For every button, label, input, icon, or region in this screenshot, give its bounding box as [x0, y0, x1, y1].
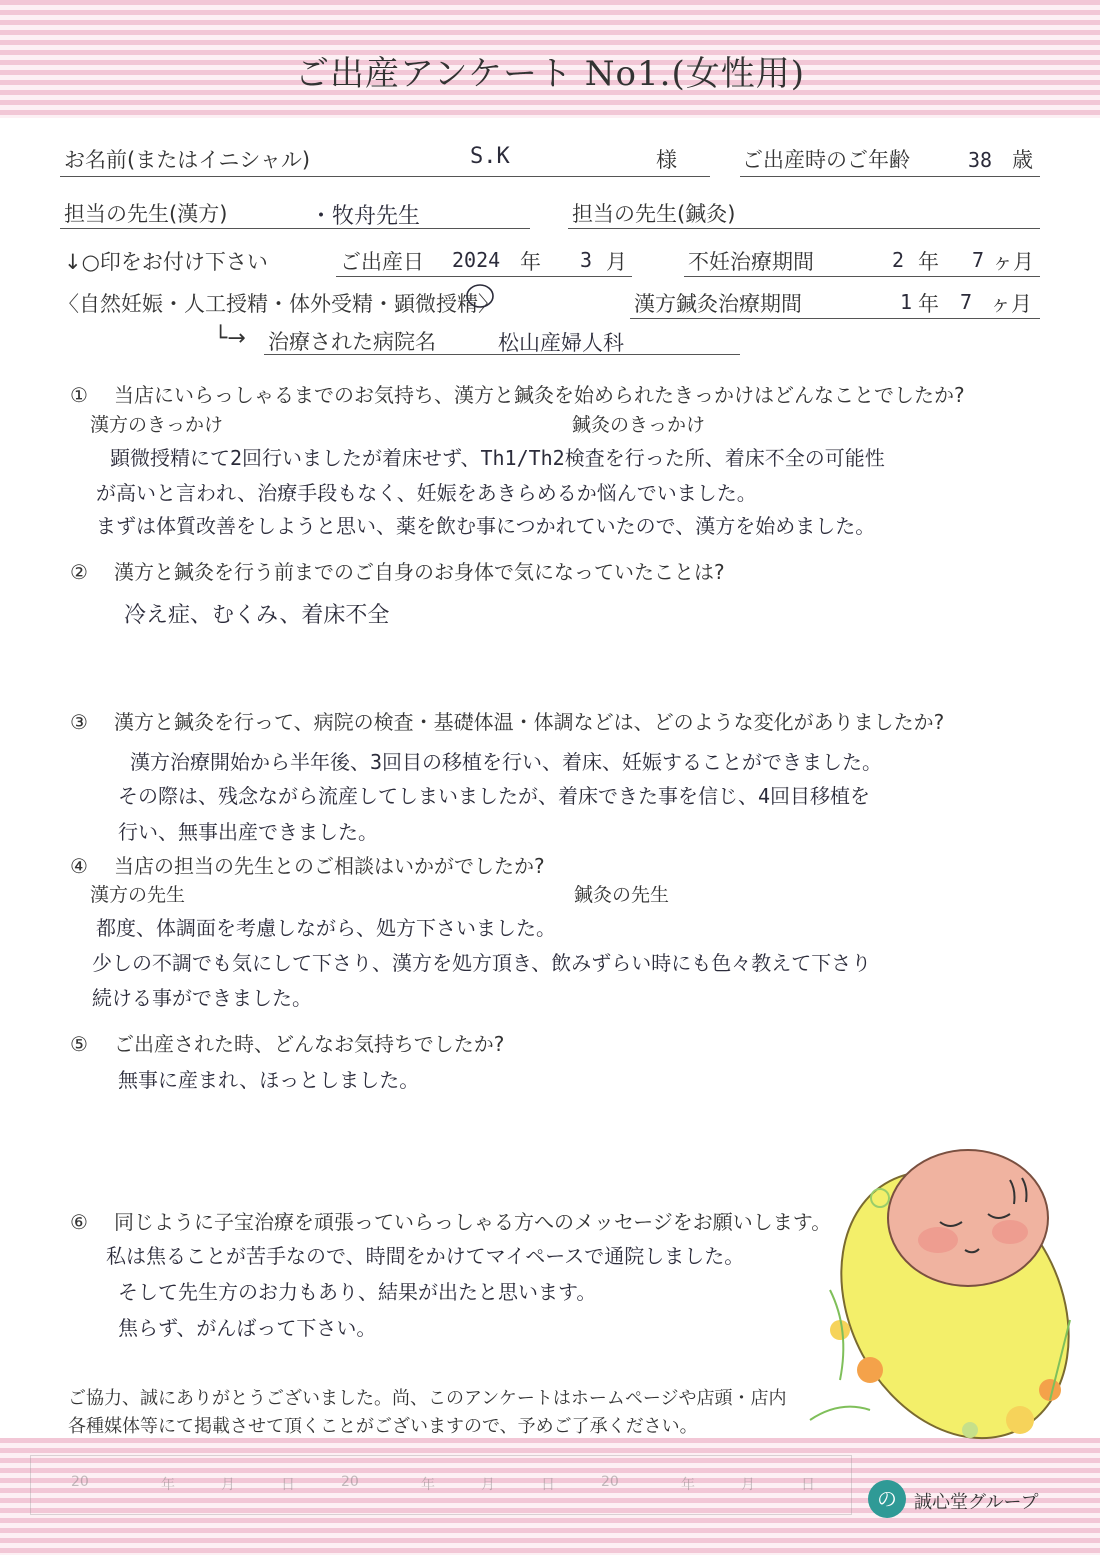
q5-answer-line[interactable]: 無事に産まれ、ほっとしました。: [118, 1068, 420, 1092]
q1-answer-line[interactable]: 顕微授精にて2回行いましたが着床せず、Th1/Th2検査を行った所、着床不全の可能性: [110, 446, 885, 470]
q1-sub-right: 鍼灸のきっかけ: [572, 414, 706, 436]
form-text: 月: [481, 1477, 495, 1493]
question-text: 漢方と鍼灸を行って、病院の検査・基礎体温・体調などは、どのような変化がありましたか?: [114, 710, 945, 734]
thanks-line: ご協力、誠にありがとうございました。尚、このアンケートはホームページや店頭・店内: [68, 1388, 787, 1409]
logo-name: 誠心堂グループ: [914, 1492, 1039, 1513]
q4-answer-line[interactable]: 都度、体調面を考慮しながら、処方下さいました。: [96, 916, 556, 940]
teacher-kampo-label: 担当の先生(漢方): [64, 202, 228, 226]
age-value[interactable]: 38: [968, 148, 993, 172]
baby-illustration: [800, 1140, 1090, 1450]
question-3: [70, 706, 944, 735]
hospital-label: 治療された病院名: [268, 330, 436, 354]
q6-answer-line[interactable]: 焦らず、がんばって下さい。: [118, 1316, 377, 1340]
question-number: ⑤: [70, 1032, 88, 1056]
kampo-period-label: 漢方鍼灸治療期間: [634, 292, 802, 316]
question-6: [70, 1206, 831, 1235]
form-text: 年: [161, 1477, 175, 1493]
teacher-kampo-underline: [60, 228, 530, 229]
q4-answer-line[interactable]: 少しの不調でも気にして下さり、漢方を処方頂き、飲みずらい時にも色々教えて下さり: [92, 951, 872, 975]
teacher-acu-label: 担当の先生(鍼灸): [572, 202, 736, 226]
sama-label: 様: [656, 148, 677, 172]
age-underline: [740, 176, 1040, 177]
infertility-year-unit: 年: [918, 250, 939, 274]
hospital-value[interactable]: 松山産婦人科: [498, 331, 624, 355]
form-text: 月: [221, 1477, 235, 1493]
q1-sub-left: 漢方のきっかけ: [90, 414, 224, 436]
infertility-months[interactable]: 7: [972, 248, 985, 272]
kampo-years[interactable]: 1: [900, 290, 913, 314]
question-text: 当店の担当の先生とのご相談はいかがでしたか?: [114, 854, 545, 878]
q3-answer-line[interactable]: その際は、残念ながら流産してしまいましたが、着床できた事を信じ、4回目移植を: [118, 784, 871, 808]
birth-month-value[interactable]: 3: [580, 248, 593, 272]
question-5: [70, 1028, 504, 1057]
infertility-month-unit: ヶ月: [992, 250, 1034, 274]
q4-answer-line[interactable]: 続ける事ができました。: [92, 986, 312, 1010]
hospital-underline: [264, 354, 740, 355]
form-text: 年: [681, 1477, 695, 1493]
infertility-label: 不妊治療期間: [688, 250, 814, 274]
question-4: [70, 850, 545, 879]
circle-instruction: ↓○印をお付け下さい: [64, 250, 268, 274]
group-logo: [868, 1480, 1058, 1520]
question-text: 漢方と鍼灸を行う前までのご自身のお身体で気になっていたことは?: [114, 560, 725, 584]
kampo-year-unit: 年: [918, 292, 939, 316]
year-unit: 年: [520, 250, 541, 274]
q3-answer-line[interactable]: 行い、無事出産できました。: [118, 820, 378, 844]
question-number: ④: [70, 854, 88, 878]
birth-year-value[interactable]: 2024: [452, 248, 501, 272]
teacher-kampo-value[interactable]: ・牧舟先生: [310, 204, 421, 229]
hospital-arrow: └→: [214, 326, 246, 351]
question-number: ③: [70, 710, 88, 734]
faint-date-form: [30, 1455, 852, 1515]
page-title: ご出産アンケート No1.(女性用): [295, 54, 805, 94]
infertility-years[interactable]: 2: [892, 248, 905, 272]
infertility-underline: [684, 276, 1040, 277]
form-text: 日: [541, 1477, 555, 1493]
q6-answer-line[interactable]: 私は焦ることが苦手なので、時間をかけてマイペースで通院しました。: [106, 1244, 745, 1268]
birth-date-underline: [336, 276, 632, 277]
form-text: 日: [281, 1477, 295, 1493]
kampo-months[interactable]: 7: [960, 290, 973, 314]
question-text: ご出産された時、どんなお気持ちでしたか?: [114, 1032, 505, 1056]
kampo-month-unit: ヶ月: [990, 292, 1032, 316]
logo-mark-icon: の: [868, 1480, 906, 1518]
form-text: 月: [741, 1477, 755, 1493]
name-value[interactable]: S.K: [470, 144, 510, 169]
form-text: 年: [421, 1477, 435, 1493]
question-2: [70, 556, 725, 585]
form-text: 20: [601, 1474, 619, 1490]
question-text: 同じように子宝治療を頑張っていらっしゃる方へのメッセージをお願いします。: [114, 1210, 832, 1234]
form-text: 20: [341, 1474, 359, 1490]
question-number: ①: [70, 383, 88, 407]
age-label: ご出産時のご年齢: [742, 148, 910, 172]
q1-answer-line[interactable]: まずは体質改善をしようと思い、薬を飲む事につかれていたので、漢方を始めました。: [96, 514, 876, 538]
form-text: 日: [801, 1477, 815, 1493]
q4-sub-left: 漢方の先生: [90, 884, 186, 906]
pregnancy-options[interactable]: 〈自然妊娠・人工授精・体外受精・顕微授精〉: [58, 292, 499, 316]
q2-answer-line[interactable]: 冷え症、むくみ、着床不全: [124, 603, 390, 628]
month-unit: 月: [606, 250, 627, 274]
q3-answer-line[interactable]: 漢方治療開始から半年後、3回目の移植を行い、着床、妊娠することができました。: [130, 750, 883, 774]
q6-answer-line[interactable]: そして先生方のお力もあり、結果が出たと思います。: [118, 1280, 597, 1304]
kampo-period-underline: [630, 318, 1040, 319]
q4-sub-right: 鍼灸の先生: [574, 884, 670, 906]
question-text: 当店にいらっしゃるまでのお気持ち、漢方と鍼灸を始められたきっかけはどんなことでしたか?: [114, 383, 965, 407]
age-unit: 歳: [1012, 148, 1033, 172]
form-text: 20: [71, 1474, 89, 1490]
question-number: ⑥: [70, 1210, 88, 1234]
question-1: [70, 379, 965, 408]
selection-circle: [464, 282, 496, 310]
question-number: ②: [70, 560, 88, 584]
q1-answer-line[interactable]: が高いと言われ、治療手段もなく、妊娠をあきらめるか悩んでいました。: [96, 481, 757, 505]
teacher-acu-underline: [568, 228, 1040, 229]
birth-date-label: ご出産日: [340, 250, 424, 274]
name-label: お名前(またはイニシャル): [64, 148, 311, 172]
name-underline: [60, 176, 710, 177]
thanks-line: 各種媒体等にて掲載させて頂くことがございますので、予めご了承ください。: [68, 1416, 698, 1437]
